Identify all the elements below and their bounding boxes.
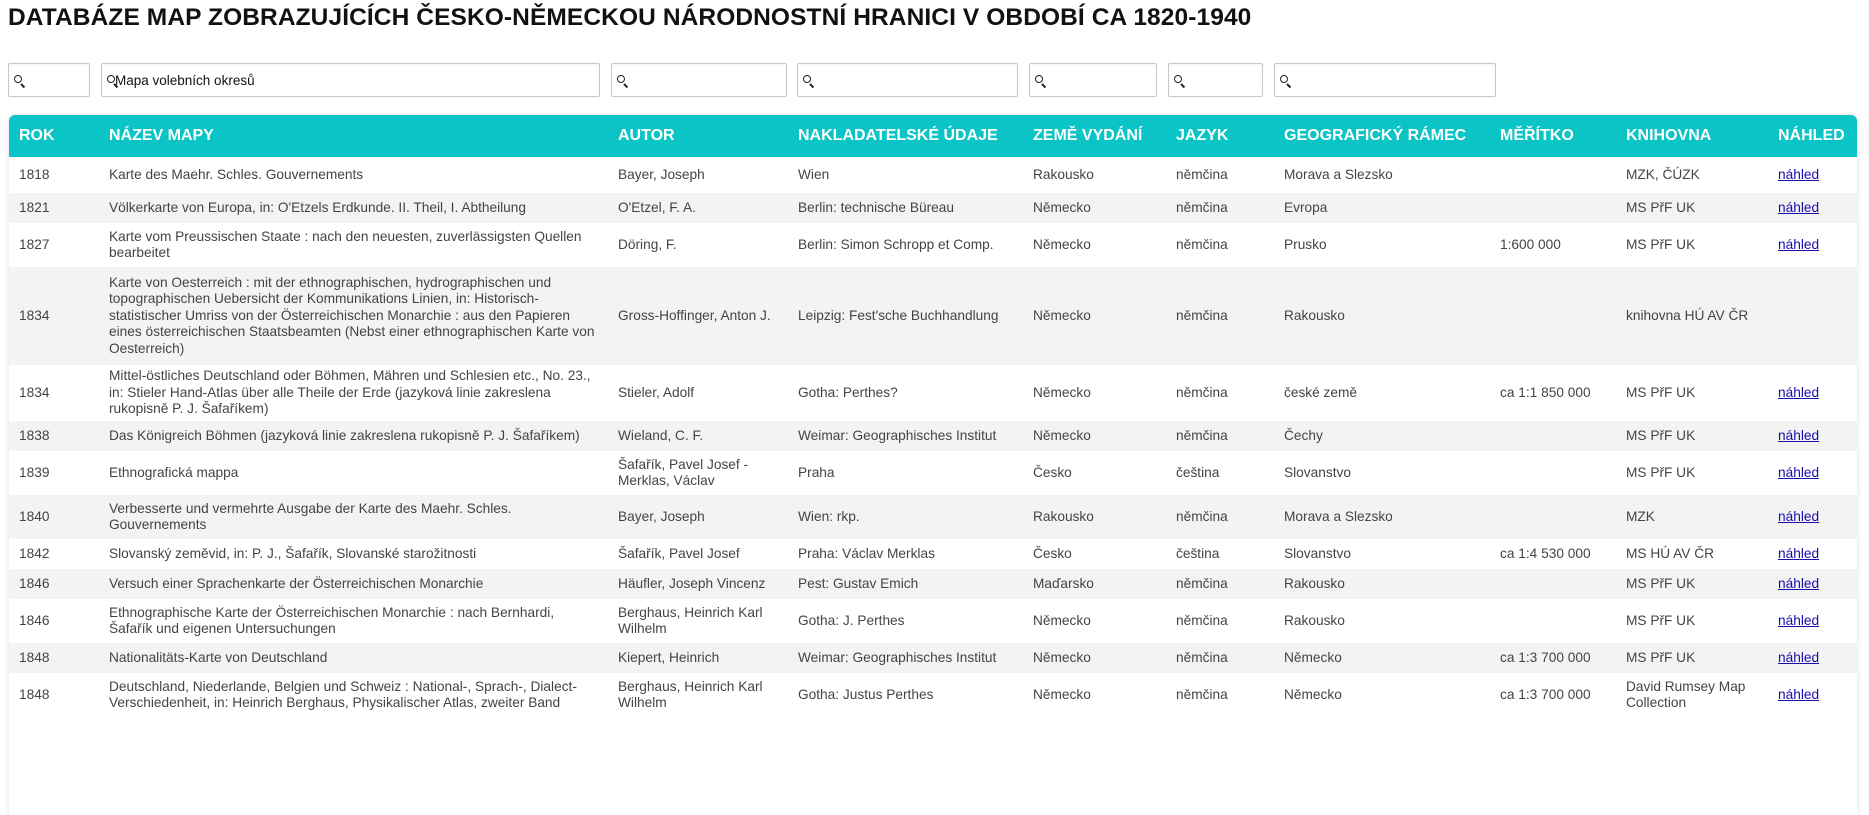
- cell-autor: Döring, F.: [608, 223, 788, 267]
- cell-nazev: Ethnografická mappa: [99, 451, 608, 495]
- filter-nazev-input[interactable]: [115, 64, 594, 96]
- cell-jazyk: němčina: [1166, 157, 1274, 193]
- cell-zeme: Německo: [1023, 365, 1166, 421]
- cell-zeme: Rakousko: [1023, 157, 1166, 193]
- cell-nakladatel: Wien: [788, 157, 1023, 193]
- cell-zeme: Maďarsko: [1023, 569, 1166, 599]
- cell-ramec: Slovanstvo: [1274, 539, 1490, 569]
- filter-rok: [8, 63, 90, 97]
- cell-ramec: Evropa: [1274, 193, 1490, 223]
- table-row: [9, 365, 1857, 421]
- column-header-jazyk[interactable]: JAZYK: [1166, 115, 1274, 157]
- cell-nazev: Mittel-östliches Deutschland oder Böhmen, Mähren und Schlesien etc., No. 23., in: Stieler Hand-Atlas über alle Theile der Erde (jazyková linie zakreslena rukopisně P. J. Šafaříkem): [99, 365, 608, 421]
- cell-ramec: české země: [1274, 365, 1490, 421]
- cell-meritko: [1490, 193, 1616, 223]
- cell-knihovna: MS PřF UK: [1616, 365, 1768, 421]
- cell-rok: 1846: [9, 599, 99, 643]
- cell-zeme: Německo: [1023, 643, 1166, 673]
- cell-nazev: Deutschland, Niederlande, Belgien und Schweiz : National-, Sprach-, Dialect-Verschiedenheit, in: Heinrich Berghaus, Physikalischer Atlas, zweiter Band: [99, 673, 608, 717]
- cell-jazyk: němčina: [1166, 569, 1274, 599]
- cell-ramec: Prusko: [1274, 223, 1490, 267]
- cell-autor: Gross-Hoffinger, Anton J.: [608, 267, 788, 365]
- preview-link[interactable]: náhled: [1778, 199, 1820, 215]
- cell-nahled: [1768, 421, 1857, 451]
- cell-autor: Bayer, Joseph: [608, 157, 788, 193]
- cell-jazyk: němčina: [1166, 599, 1274, 643]
- cell-nazev: Verbesserte und vermehrte Ausgabe der Karte des Maehr. Schles. Gouvernements: [99, 495, 608, 539]
- page-title: DATABÁZE MAP ZOBRAZUJÍCÍCH ČESKO-NĚMECKOU NÁRODNOSTNÍ HRANICI V OBDOBÍ CA 1820-1940: [8, 4, 1252, 31]
- cell-jazyk: čeština: [1166, 451, 1274, 495]
- cell-jazyk: němčina: [1166, 673, 1274, 717]
- table-row: [9, 223, 1857, 267]
- cell-knihovna: MS HÚ AV ČR: [1616, 539, 1768, 569]
- cell-nakladatel: Praha: Václav Merklas: [788, 539, 1023, 569]
- cell-knihovna: MS PřF UK: [1616, 223, 1768, 267]
- filter-autor: [611, 63, 787, 97]
- preview-link[interactable]: náhled: [1778, 166, 1820, 182]
- preview-link[interactable]: náhled: [1778, 464, 1820, 480]
- maps-table: [9, 115, 1857, 717]
- cell-rok: 1821: [9, 193, 99, 223]
- cell-jazyk: němčina: [1166, 495, 1274, 539]
- cell-nahled: [1768, 569, 1857, 599]
- cell-nahled: [1768, 267, 1857, 365]
- cell-autor: Berghaus, Heinrich Karl Wilhelm: [608, 599, 788, 643]
- cell-nahled: [1768, 451, 1857, 495]
- cell-knihovna: MZK, ČÚZK: [1616, 157, 1768, 193]
- filter-geograficky-ramec: [1274, 63, 1496, 97]
- cell-autor: Berghaus, Heinrich Karl Wilhelm: [608, 673, 788, 717]
- cell-rok: 1840: [9, 495, 99, 539]
- cell-ramec: Německo: [1274, 673, 1490, 717]
- cell-ramec: Rakousko: [1274, 267, 1490, 365]
- cell-nakladatel: Weimar: Geographisches Institut: [788, 643, 1023, 673]
- cell-autor: Kiepert, Heinrich: [608, 643, 788, 673]
- column-header-ramec[interactable]: GEOGRAFICKÝ RÁMEC: [1274, 115, 1490, 157]
- cell-autor: Šafařík, Pavel Josef - Merklas, Václav: [608, 451, 788, 495]
- cell-zeme: Německo: [1023, 421, 1166, 451]
- column-header-meritko[interactable]: MĚŘÍTKO: [1490, 115, 1616, 157]
- cell-autor: Wieland, C. F.: [608, 421, 788, 451]
- cell-nahled: [1768, 223, 1857, 267]
- cell-knihovna: MS PřF UK: [1616, 599, 1768, 643]
- cell-autor: Stieler, Adolf: [608, 365, 788, 421]
- search-icon: [1174, 75, 1182, 83]
- cell-nazev: Karte vom Preussischen Staate : nach den neuesten, zuverlässigsten Quellen bearbeitet: [99, 223, 608, 267]
- search-icon: [14, 75, 22, 83]
- cell-meritko: [1490, 569, 1616, 599]
- preview-link[interactable]: náhled: [1778, 686, 1820, 702]
- cell-autor: Šafařík, Pavel Josef: [608, 539, 788, 569]
- preview-link[interactable]: náhled: [1778, 545, 1820, 561]
- cell-ramec: Rakousko: [1274, 599, 1490, 643]
- cell-knihovna: MS PřF UK: [1616, 193, 1768, 223]
- cell-jazyk: němčina: [1166, 267, 1274, 365]
- cell-nahled: [1768, 673, 1857, 717]
- column-header-knihovna[interactable]: KNIHOVNA: [1616, 115, 1768, 157]
- table-row: [9, 157, 1857, 193]
- column-header-autor[interactable]: AUTOR: [608, 115, 788, 157]
- cell-knihovna: MS PřF UK: [1616, 451, 1768, 495]
- cell-nahled: [1768, 599, 1857, 643]
- cell-rok: 1848: [9, 643, 99, 673]
- cell-ramec: Německo: [1274, 643, 1490, 673]
- cell-zeme: Česko: [1023, 539, 1166, 569]
- filter-nazev: [101, 63, 600, 97]
- cell-meritko: ca 1:1 850 000: [1490, 365, 1616, 421]
- cell-rok: 1827: [9, 223, 99, 267]
- cell-nazev: Karte des Maehr. Schles. Gouvernements: [99, 157, 608, 193]
- maps-table-container: [9, 115, 1857, 815]
- cell-rok: 1846: [9, 569, 99, 599]
- search-icon: [803, 75, 811, 83]
- cell-rok: 1848: [9, 673, 99, 717]
- cell-jazyk: němčina: [1166, 643, 1274, 673]
- cell-nakladatel: Weimar: Geographisches Institut: [788, 421, 1023, 451]
- table-row: [9, 539, 1857, 569]
- cell-knihovna: MS PřF UK: [1616, 569, 1768, 599]
- filter-zeme-input[interactable]: [1043, 64, 1151, 96]
- cell-nahled: [1768, 643, 1857, 673]
- cell-meritko: [1490, 421, 1616, 451]
- preview-link[interactable]: náhled: [1778, 649, 1820, 665]
- cell-nazev: Karte von Oesterreich : mit der ethnographischen, hydrographischen und topographischen Uebersicht der Kommunikations Linien, in: Historisch-statistischer Umriss von der Österreichischen Monarchie : aus den Papieren eines österreichischen Staatsbeamten (Nebst einer ethnographischen Karte von Oesterreich): [99, 267, 608, 365]
- cell-ramec: Rakousko: [1274, 569, 1490, 599]
- column-header-nakladatel[interactable]: NAKLADATELSKÉ ÚDAJE: [788, 115, 1023, 157]
- cell-nakladatel: Pest: Gustav Emich: [788, 569, 1023, 599]
- cell-autor: O'Etzel, F. A.: [608, 193, 788, 223]
- cell-rok: 1838: [9, 421, 99, 451]
- cell-nakladatel: Berlin: technische Büreau: [788, 193, 1023, 223]
- table-row: [9, 599, 1857, 643]
- table-body: [9, 157, 1857, 717]
- cell-zeme: Německo: [1023, 673, 1166, 717]
- search-icon: [1280, 75, 1288, 83]
- cell-meritko: ca 1:4 530 000: [1490, 539, 1616, 569]
- cell-nazev: Das Königreich Böhmen (jazyková linie zakreslena rukopisně P. J. Šafaříkem): [99, 421, 608, 451]
- cell-jazyk: němčina: [1166, 193, 1274, 223]
- cell-nahled: [1768, 365, 1857, 421]
- cell-knihovna: MS PřF UK: [1616, 643, 1768, 673]
- cell-nahled: [1768, 157, 1857, 193]
- preview-link[interactable]: náhled: [1778, 612, 1820, 628]
- column-header-rok[interactable]: ROK: [9, 115, 99, 157]
- search-icon: [107, 75, 115, 83]
- cell-nakladatel: Leipzig: Fest'sche Buchhandlung: [788, 267, 1023, 365]
- cell-nakladatel: Gotha: Justus Perthes: [788, 673, 1023, 717]
- preview-link[interactable]: náhled: [1778, 508, 1820, 524]
- cell-knihovna: MS PřF UK: [1616, 421, 1768, 451]
- cell-rok: 1818: [9, 157, 99, 193]
- cell-meritko: 1:600 000: [1490, 223, 1616, 267]
- cell-zeme: Rakousko: [1023, 495, 1166, 539]
- filter-jazyk: [1168, 63, 1263, 97]
- cell-nazev: Versuch einer Sprachenkarte der Österreichischen Monarchie: [99, 569, 608, 599]
- cell-ramec: Slovanstvo: [1274, 451, 1490, 495]
- cell-jazyk: čeština: [1166, 539, 1274, 569]
- filter-nakladatel: [797, 63, 1018, 97]
- cell-nahled: [1768, 193, 1857, 223]
- preview-link[interactable]: náhled: [1778, 236, 1820, 252]
- cell-nahled: [1768, 495, 1857, 539]
- table-row: [9, 643, 1857, 673]
- cell-jazyk: němčina: [1166, 223, 1274, 267]
- preview-link[interactable]: náhled: [1778, 384, 1820, 400]
- cell-knihovna: knihovna HÚ AV ČR: [1616, 267, 1768, 365]
- table-row: [9, 495, 1857, 539]
- filter-rok-input[interactable]: [22, 64, 84, 96]
- cell-jazyk: němčina: [1166, 365, 1274, 421]
- cell-jazyk: němčina: [1166, 421, 1274, 451]
- table-row: [9, 569, 1857, 599]
- table-row: [9, 673, 1857, 717]
- cell-nakladatel: Gotha: J. Perthes: [788, 599, 1023, 643]
- table-row: [9, 421, 1857, 451]
- filter-jazyk-input[interactable]: [1182, 64, 1257, 96]
- cell-meritko: [1490, 451, 1616, 495]
- cell-nakladatel: Praha: [788, 451, 1023, 495]
- column-header-nazev[interactable]: NÁZEV MAPY: [99, 115, 608, 157]
- filter-autor-input[interactable]: [625, 64, 781, 96]
- column-header-zeme[interactable]: ZEMĚ VYDÁNÍ: [1023, 115, 1166, 157]
- filter-bar: [0, 63, 1869, 97]
- table-row: [9, 193, 1857, 223]
- cell-rok: 1834: [9, 365, 99, 421]
- cell-meritko: [1490, 599, 1616, 643]
- filter-nakladatel-input[interactable]: [811, 64, 1012, 96]
- cell-meritko: [1490, 157, 1616, 193]
- cell-zeme: Česko: [1023, 451, 1166, 495]
- filter-ramec-input[interactable]: [1288, 64, 1490, 96]
- cell-zeme: Německo: [1023, 193, 1166, 223]
- preview-link[interactable]: náhled: [1778, 427, 1820, 443]
- cell-nazev: Völkerkarte von Europa, in: O'Etzels Erdkunde. II. Theil, I. Abtheilung: [99, 193, 608, 223]
- cell-ramec: Čechy: [1274, 421, 1490, 451]
- table-row: [9, 267, 1857, 365]
- cell-nazev: Ethnographische Karte der Österreichischen Monarchie : nach Bernhardi, Šafařík und eigenen Untersuchungen: [99, 599, 608, 643]
- cell-meritko: ca 1:3 700 000: [1490, 643, 1616, 673]
- cell-rok: 1839: [9, 451, 99, 495]
- table-header-row: [9, 115, 1857, 157]
- cell-zeme: Německo: [1023, 599, 1166, 643]
- cell-meritko: ca 1:3 700 000: [1490, 673, 1616, 717]
- cell-ramec: Morava a Slezsko: [1274, 157, 1490, 193]
- cell-meritko: [1490, 495, 1616, 539]
- search-icon: [617, 75, 625, 83]
- cell-rok: 1834: [9, 267, 99, 365]
- cell-nakladatel: Wien: rkp.: [788, 495, 1023, 539]
- column-header-nahled[interactable]: NÁHLED: [1768, 115, 1857, 157]
- cell-meritko: [1490, 267, 1616, 365]
- cell-nakladatel: Gotha: Perthes?: [788, 365, 1023, 421]
- cell-rok: 1842: [9, 539, 99, 569]
- cell-autor: Bayer, Joseph: [608, 495, 788, 539]
- search-icon: [1035, 75, 1043, 83]
- table-row: [9, 451, 1857, 495]
- cell-nakladatel: Berlin: Simon Schropp et Comp.: [788, 223, 1023, 267]
- cell-nahled: [1768, 539, 1857, 569]
- cell-knihovna: MZK: [1616, 495, 1768, 539]
- cell-autor: Häufler, Joseph Vincenz: [608, 569, 788, 599]
- cell-ramec: Morava a Slezsko: [1274, 495, 1490, 539]
- cell-nazev: Nationalitäts-Karte von Deutschland: [99, 643, 608, 673]
- preview-link[interactable]: náhled: [1778, 575, 1820, 591]
- cell-zeme: Německo: [1023, 223, 1166, 267]
- cell-zeme: Německo: [1023, 267, 1166, 365]
- cell-nazev: Slovanský zeměvid, in: P. J., Šafařík, Slovanské starožitnosti: [99, 539, 608, 569]
- cell-knihovna: David Rumsey Map Collection: [1616, 673, 1768, 717]
- filter-zeme: [1029, 63, 1157, 97]
